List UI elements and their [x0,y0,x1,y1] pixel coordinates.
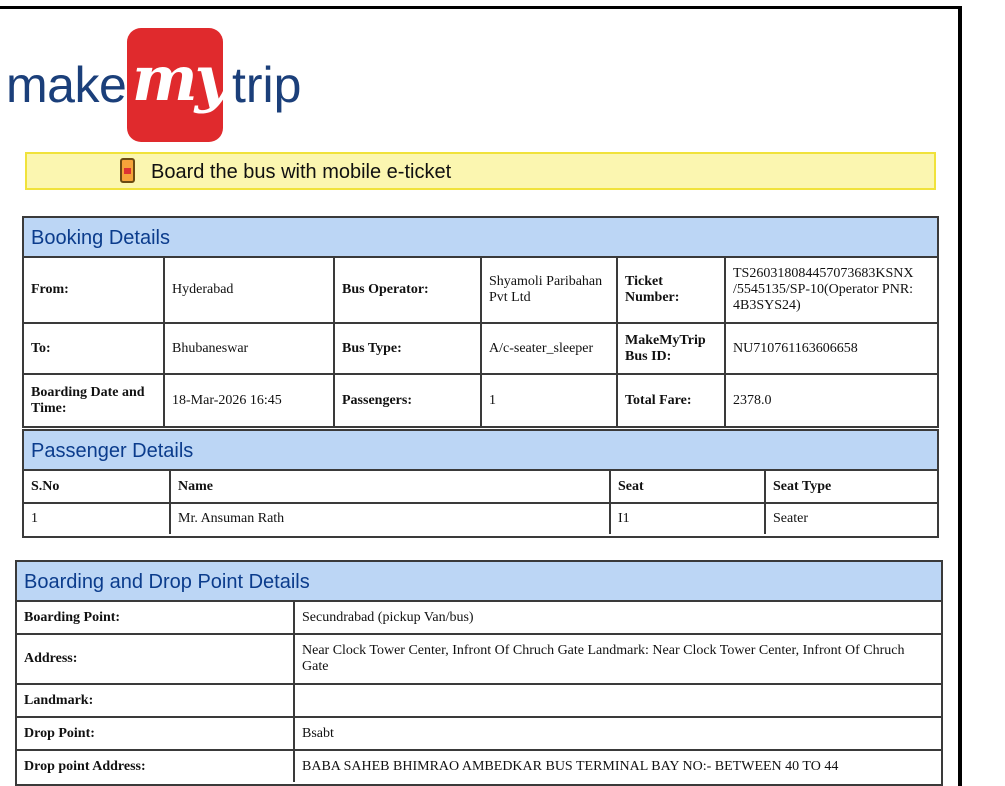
boarding-point-value: Secundrabad (pickup Van/bus) [294,602,941,634]
mobile-ticket-banner [25,152,936,190]
booking-details-table [24,258,937,426]
table-row [24,503,937,534]
drop-address-value: BABA SAHEB BHIMRAO AMBEDKAR BUS TERMINAL BAY NO:- BETWEEN 40 TO 44 [294,750,941,782]
drop-address-label: Drop point Address: [17,750,294,782]
boarding-drop-section [15,560,943,786]
boarding-point-label: Boarding Point: [17,602,294,634]
bus-type-label: Bus Type: [334,323,481,374]
to-label: To: [24,323,164,374]
address-label: Address: [17,634,294,684]
landmark-label: Landmark: [17,684,294,717]
table-row [17,634,941,684]
table-row [17,602,941,634]
booking-details-section [22,216,939,428]
seat-header: Seat [610,471,765,503]
from-value: Hyderabad [164,258,334,323]
passenger-details-title: Passenger Details [24,431,937,471]
logo-trip-text: trip [232,57,302,113]
frame-right-border [958,6,962,786]
table-row [17,717,941,750]
landmark-value [294,684,941,717]
bus-type-value: A/c-seater_sleeper [481,323,617,374]
bus-operator-value: Shyamoli Paribahan Pvt Ltd [481,258,617,323]
drop-point-value: Bsabt [294,717,941,750]
seat-type-header: Seat Type [765,471,937,503]
passenger-details-section [22,429,939,538]
boarding-date-value: 18-Mar-2026 16:45 [164,374,334,426]
bus-id-value: NU710761163606658 [725,323,937,374]
passengers-value: 1 [481,374,617,426]
seat-value: I1 [610,503,765,534]
sno-header: S.No [24,471,170,503]
mobile-phone-icon [120,158,135,183]
ticket-number-label: Ticket Number: [617,258,725,323]
bus-operator-label: Bus Operator: [334,258,481,323]
table-row [24,258,937,323]
boarding-date-label: Boarding Date and Time: [24,374,164,426]
drop-point-label: Drop Point: [17,717,294,750]
boarding-drop-title: Boarding and Drop Point Details [17,562,941,602]
from-label: From: [24,258,164,323]
logo-make-text: make [6,57,127,113]
table-row [24,374,937,426]
name-header: Name [170,471,610,503]
bus-id-label: MakeMyTrip Bus ID: [617,323,725,374]
boarding-drop-table [17,602,941,782]
passengers-label: Passengers: [334,374,481,426]
to-value: Bhubaneswar [164,323,334,374]
banner-text: Board the bus with mobile e-ticket [151,161,452,183]
ticket-number-value: TS260318084457073683KSNX /5545135/SP-10(Operator PNR: 4B3SYS24) [725,258,937,323]
passenger-details-table [24,471,937,534]
sno-value: 1 [24,503,170,534]
logo-my-text: my [132,42,228,115]
seat-type-value: Seater [765,503,937,534]
passenger-name-value: Mr. Ansuman Rath [170,503,610,534]
address-value: Near Clock Tower Center, Infront Of Chruch Gate Landmark: Near Clock Tower Center, Infront Of Chruch Gate [294,634,941,684]
total-fare-value: 2378.0 [725,374,937,426]
table-row [24,323,937,374]
makemytrip-logo [6,28,306,143]
booking-details-title: Booking Details [24,218,937,258]
table-header-row [24,471,937,503]
frame-top-border [0,6,962,9]
table-row [17,684,941,717]
table-row [17,750,941,782]
total-fare-label: Total Fare: [617,374,725,426]
